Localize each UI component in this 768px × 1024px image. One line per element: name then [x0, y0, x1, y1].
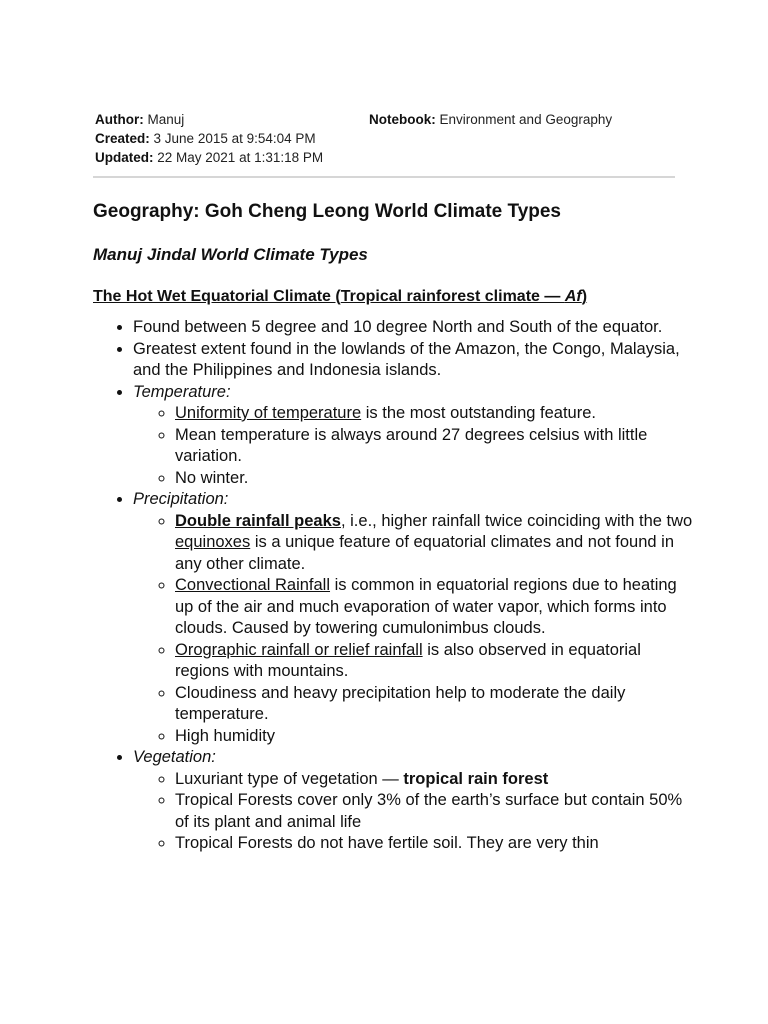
- author-value: Manuj: [147, 112, 185, 127]
- list-item: [175, 640, 693, 683]
- page-title: Geography: Goh Cheng Leong World Climate Types: [93, 201, 561, 222]
- list-item: ◦ Tropical Forests cover only 3% of the earth’s surface but contain 50% of its plant and animal life: [175, 790, 693, 833]
- list-item: ◦ No winter.: [175, 468, 693, 490]
- author-label: Author:: [95, 112, 144, 127]
- uniformity-link[interactable]: Uniformity of temperature: [175, 404, 362, 422]
- list-item-text: is also observed in equatorial regions with mountains.: [175, 640, 641, 680]
- list-item: [175, 403, 693, 425]
- list-item-text: is the most outstanding feature.: [361, 404, 596, 422]
- list-item: [175, 575, 693, 640]
- section-heading-pre: The Hot Wet Equatorial Climate (: [93, 288, 341, 305]
- section-heading: [93, 285, 693, 309]
- list-item-temperature: [133, 382, 693, 490]
- notebook-value: Environment and Geography: [439, 112, 613, 127]
- notebook-field: [369, 110, 612, 129]
- list-item-vegetation: [133, 747, 693, 855]
- vegetation-label: Vegetation:: [133, 748, 216, 766]
- temperature-sublist: [133, 403, 693, 489]
- list-item-precipitation: [133, 489, 693, 747]
- list-item: [175, 769, 693, 791]
- double-rainfall-link[interactable]: Double rainfall peaks: [175, 511, 341, 530]
- metadata-divider: [93, 176, 675, 178]
- precipitation-sublist: [133, 511, 693, 748]
- list-item: ◦ High humidity: [175, 726, 693, 748]
- meta-row-author: [95, 110, 675, 129]
- updated-label: Updated:: [95, 150, 154, 165]
- meta-row-updated: [95, 148, 675, 167]
- convectional-rainfall-link[interactable]: Convectional Rainfall: [175, 576, 331, 594]
- note-body: [93, 198, 693, 855]
- created-value: 3 June 2015 at 9:54:04 PM: [153, 131, 316, 146]
- list-item: [175, 511, 693, 576]
- notebook-label: Notebook:: [369, 112, 436, 127]
- updated-value: 22 May 2021 at 1:31:18 PM: [157, 150, 324, 165]
- meta-row-created: [95, 129, 675, 148]
- section-heading-post: ): [581, 288, 588, 305]
- author-field: [95, 112, 184, 127]
- list-item-text: is common in equatorial regions due to heating up of the air and much evaporation of water vapor, which forms into clouds. Caused by towering cumulonimbus clouds.: [175, 576, 677, 637]
- orographic-rainfall-link[interactable]: Orographic rainfall or relief rainfall: [175, 640, 423, 659]
- list-item: • Found between 5 degree and 10 degree North and South of the equator.: [133, 317, 693, 339]
- list-item-text: Luxuriant type of vegetation —: [175, 769, 404, 788]
- tropical-rain-forest-text: tropical rain forest: [403, 769, 549, 788]
- list-item-text: is a unique feature of equatorial climates and not found in any other climate.: [175, 533, 675, 573]
- created-label: Created:: [95, 131, 150, 146]
- list-item: ◦ Tropical Forests do not have fertile soil. They are very thin: [175, 833, 693, 855]
- list-item-text: , i.e., higher rainfall twice coinciding with the two: [340, 511, 693, 530]
- page-subtitle: Manuj Jindal World Climate Types: [93, 245, 368, 264]
- list-item: ◦ Cloudiness and heavy precipitation help to moderate the daily temperature.: [175, 683, 693, 726]
- precipitation-label: Precipitation:: [133, 490, 229, 508]
- temperature-label: Temperature:: [133, 382, 231, 401]
- section-heading-mid: Tropical rainforest climate —: [340, 288, 565, 305]
- list-item: • Greatest extent found in the lowlands of the Amazon, the Congo, Malaysia, and the Philippines and Indonesia islands.: [133, 339, 693, 382]
- note-metadata: [95, 110, 675, 167]
- list-item: ◦ Mean temperature is always around 27 degrees celsius with little variation.: [175, 425, 693, 468]
- equinoxes-link[interactable]: equinoxes: [175, 533, 251, 551]
- section-heading-code: Af: [564, 288, 582, 305]
- vegetation-sublist: [133, 769, 693, 855]
- bullet-list: [93, 317, 693, 855]
